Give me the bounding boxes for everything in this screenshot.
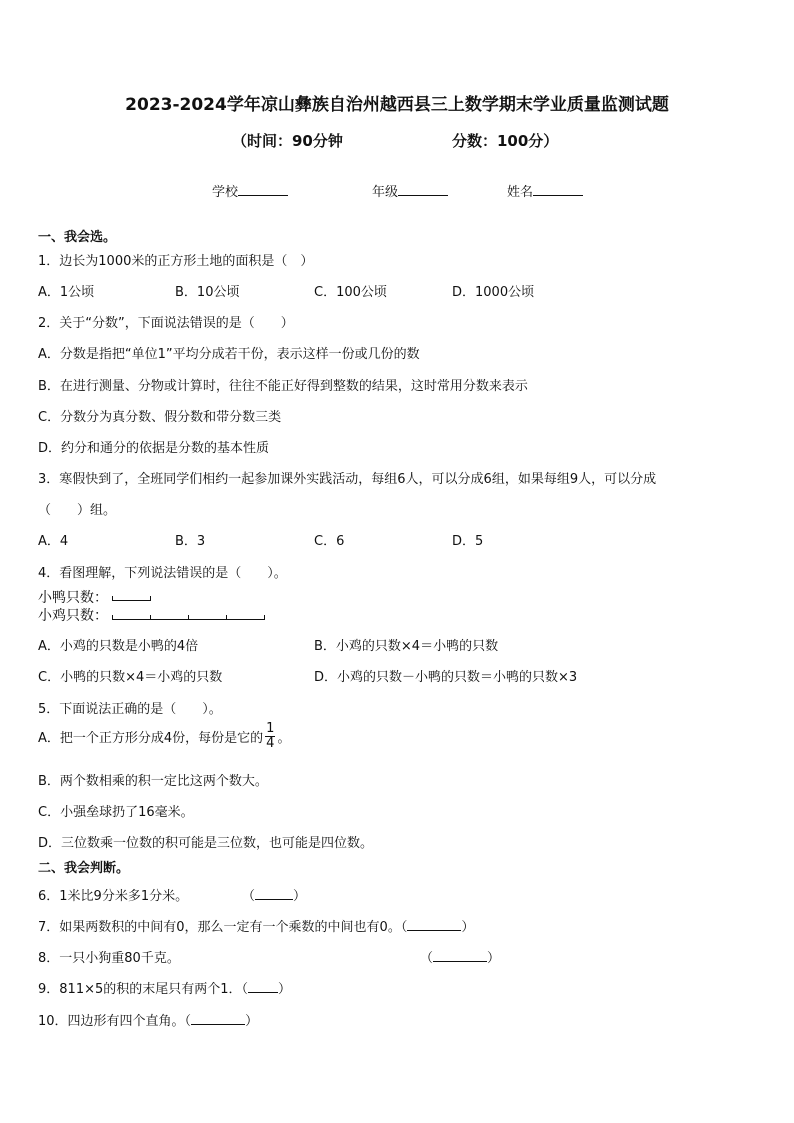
paren-close: ） — [461, 920, 475, 935]
grade-field — [372, 181, 448, 200]
duck-tick — [150, 596, 151, 601]
q1-option-a[interactable]: A．1公顷 — [38, 285, 95, 300]
q5-option-c[interactable]: C．小强垒球扔了16毫米。 — [38, 805, 194, 820]
time-label: （时间：90分钟 — [232, 132, 343, 150]
question-9: 9．811×5的积的末尾只有两个1． — [38, 982, 242, 997]
paren-open: （ — [420, 951, 434, 966]
name-field — [507, 181, 583, 200]
school-blank[interactable] — [238, 182, 288, 196]
question-7: 7．如果两数积的中间有0，那么一定有一个乘数的中间也有0。 — [38, 920, 401, 935]
q8-answer[interactable] — [420, 947, 500, 966]
school-label: 学校 — [212, 185, 239, 200]
fraction — [265, 722, 275, 751]
page-title: 2023-2024学年凉山彝族自治州越西县三上数学期末学业质量监测试题 — [125, 95, 669, 115]
q5-option-d[interactable]: D．三位数乘一位数的积可能是三位数，也可能是四位数。 — [38, 836, 374, 851]
q3-option-b[interactable]: B．3 — [175, 534, 206, 549]
q1-option-d[interactable]: D．1000公顷 — [452, 285, 535, 300]
chick-tick — [188, 615, 189, 620]
paren-open: （ — [400, 920, 408, 935]
q5-option-b[interactable]: B．两个数相乘的积一定比这两个数大。 — [38, 774, 268, 789]
chick-tick — [264, 615, 265, 620]
question-7-row — [38, 916, 474, 935]
question-5: 5．下面说法正确的是（ ）。 — [38, 702, 222, 717]
section1-heading: 一、我会选。 — [38, 230, 117, 245]
q5-option-a[interactable] — [38, 722, 290, 751]
question-10-row — [38, 1010, 258, 1029]
q3-option-c[interactable]: C．6 — [314, 534, 345, 549]
q2-option-a[interactable]: A．分数是指把“单位1”平均分成若干份，表示这样一份或几份的数 — [38, 347, 420, 362]
paren-close: ） — [487, 951, 501, 966]
question-3: 3．寒假快到了，全班同学们相约一起参加课外实践活动，每组6人，可以分成6组，如果每组9人，可以分成 — [38, 472, 657, 487]
paren-close: ） — [293, 889, 307, 904]
score-label: 分数：100分） — [452, 132, 559, 150]
chick-tick — [112, 615, 113, 620]
chick-tick — [150, 615, 151, 620]
q2-option-d[interactable]: D．约分和通分的依据是分数的基本性质 — [38, 441, 270, 456]
duck-count-label: 小鸭只数： — [38, 590, 108, 606]
fraction-denominator: 4 — [266, 736, 275, 751]
q7-answer-blank[interactable] — [407, 917, 461, 931]
chick-tick — [226, 615, 227, 620]
question-3-cont: （ ）组。 — [38, 503, 117, 518]
name-label: 姓名 — [507, 185, 534, 200]
q6-answer-blank[interactable] — [255, 886, 293, 900]
school-field — [212, 181, 288, 200]
q4-option-b[interactable]: B．小鸡的只数×4＝小鸭的只数 — [314, 639, 499, 654]
paren-close: ） — [278, 982, 292, 997]
q1-option-b[interactable]: B．10公顷 — [175, 285, 240, 300]
name-blank[interactable] — [533, 182, 583, 196]
q4-option-d[interactable]: D．小鸡的只数－小鸭的只数＝小鸭的只数×3 — [314, 670, 578, 685]
grade-label: 年级 — [372, 185, 399, 200]
duck-tick — [112, 596, 113, 601]
q4-option-c[interactable]: C．小鸭的只数×4＝小鸡的只数 — [38, 670, 223, 685]
q10-answer-blank[interactable] — [191, 1011, 245, 1025]
question-8: 8．一只小狗重80千克。 — [38, 951, 180, 966]
q8-answer-blank[interactable] — [433, 948, 487, 962]
question-1: 1．边长为1000米的正方形土地的面积是（ ） — [38, 254, 314, 269]
q9-answer-blank[interactable] — [248, 979, 278, 993]
paren-open: （ — [184, 1014, 192, 1029]
q6-answer[interactable] — [242, 885, 306, 904]
duck-segment — [112, 600, 150, 601]
question-4: 4．看图理解，下列说法错误的是（ ）。 — [38, 566, 287, 581]
question-6: 6．1米比9分米多1分米。 — [38, 889, 189, 904]
q2-option-c[interactable]: C．分数分为真分数、假分数和带分数三类 — [38, 410, 282, 425]
q3-option-a[interactable]: A．4 — [38, 534, 69, 549]
q4-option-a[interactable]: A．小鸡的只数是小鸭的4倍 — [38, 639, 199, 654]
q3-option-d[interactable]: D．5 — [452, 534, 484, 549]
question-10: 10．四边形有四个直角。 — [38, 1014, 185, 1029]
chick-count-label: 小鸡只数： — [38, 608, 108, 624]
grade-blank[interactable] — [398, 182, 448, 196]
question-2: 2．关于“分数”，下面说法错误的是（ ） — [38, 316, 294, 331]
q5-option-a-end: 。 — [277, 731, 291, 746]
fraction-numerator: 1 — [266, 721, 275, 736]
q5-option-a-text: A．把一个正方形分成4份，每份是它的 — [38, 731, 264, 746]
section2-heading: 二、我会判断。 — [38, 861, 130, 876]
q1-option-c[interactable]: C．100公顷 — [314, 285, 387, 300]
paren-open: （ — [241, 982, 249, 997]
paren-open: （ — [242, 889, 256, 904]
paren-close: ） — [245, 1014, 259, 1029]
q2-option-b[interactable]: B．在进行测量、分物或计算时，往往不能正好得到整数的结果，这时常用分数来表示 — [38, 379, 528, 394]
question-9-row — [38, 978, 291, 997]
